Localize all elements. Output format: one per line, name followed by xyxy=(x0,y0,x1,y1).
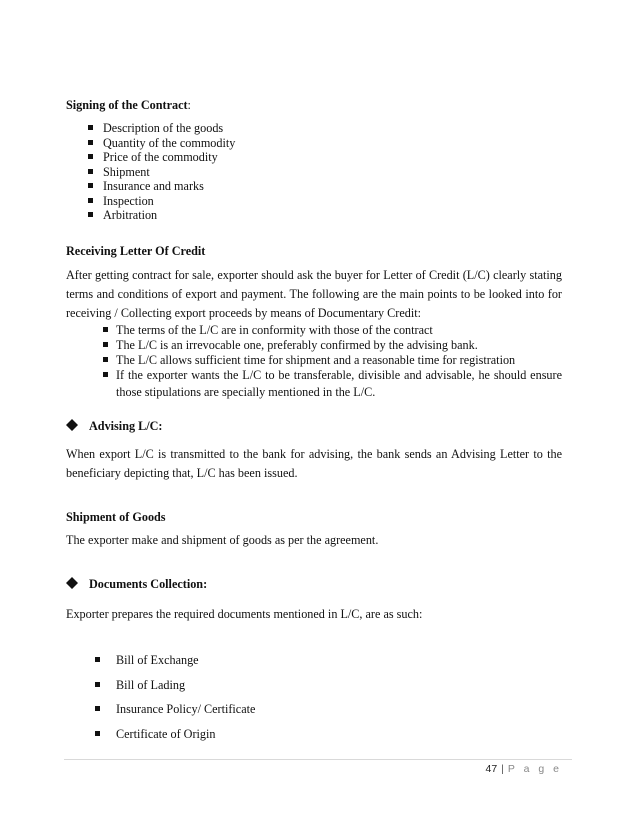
list-item-text: Price of the commodity xyxy=(103,150,218,164)
list-item-text: Shipment xyxy=(103,164,150,179)
diamond-bullet-icon xyxy=(66,577,78,589)
signing-heading-colon: : xyxy=(187,98,191,112)
page-number: 47 xyxy=(485,763,498,775)
square-bullet-icon xyxy=(95,657,100,662)
page-footer xyxy=(485,763,562,775)
list-item-text: Insurance Policy/ Certificate xyxy=(116,702,256,716)
documents-heading: Documents Collection: xyxy=(89,577,208,591)
receiving-paragraph: After getting contract for sale, exporter should ask the buyer for Letter of Credit (L/C) clearly stating terms and conditions of export and payment. The following are the main points to be looked into for receiving / Collecting export proceeds by means of Documentary Credit: xyxy=(66,268,562,320)
shipment-paragraph: The exporter make and shipment of goods as per the agreement. xyxy=(66,533,379,547)
list-item-text: Arbitration xyxy=(103,208,158,222)
square-bullet-icon xyxy=(103,372,108,377)
receiving-heading: Receiving Letter Of Credit xyxy=(66,244,206,258)
list-item-text: Quantity of the commodity xyxy=(103,135,236,150)
list-item-text: If the exporter wants the L/C to be transferable, divisible and advisable, he should ensure those stipulations are specially mentioned in the L/C. xyxy=(116,368,562,399)
diamond-bullet-icon xyxy=(66,419,78,431)
signing-heading: Signing of the Contract xyxy=(66,98,188,112)
square-bullet-icon xyxy=(103,357,108,362)
square-bullet-icon xyxy=(88,154,93,159)
list-item-text: Insurance and marks xyxy=(103,179,204,193)
list-item-text: The L/C is an irrevocable one, preferably confirmed by the advising bank. xyxy=(116,338,478,352)
signing-heading-line xyxy=(66,97,191,113)
shipment-heading: Shipment of Goods xyxy=(66,510,166,524)
list-item-text: Bill of Lading xyxy=(116,678,186,692)
square-bullet-icon xyxy=(88,198,93,203)
square-bullet-icon xyxy=(103,342,108,347)
list-item-text: Description of the goods xyxy=(103,121,224,135)
list-item-text: The L/C allows sufficient time for shipment and a reasonable time for registration xyxy=(116,353,516,367)
square-bullet-icon xyxy=(88,140,93,145)
advising-paragraph: When export L/C is transmitted to the bank for advising, the bank sends an Advising Letter to the beneficiary depicting that, L/C has been issued. xyxy=(66,447,562,480)
square-bullet-icon xyxy=(95,706,100,711)
square-bullet-icon xyxy=(88,183,93,188)
list-item-text: Inspection xyxy=(103,193,154,208)
square-bullet-icon xyxy=(88,212,93,217)
square-bullet-icon xyxy=(88,169,93,174)
square-bullet-icon xyxy=(88,125,93,130)
list-item-text: The terms of the L/C are in conformity with those of the contract xyxy=(116,323,433,337)
documents-paragraph: Exporter prepares the required documents mentioned in L/C, are as such: xyxy=(66,607,423,621)
footer-separator: | xyxy=(501,763,504,775)
list-item-text: Certificate of Origin xyxy=(116,727,216,741)
list-item-text: Bill of Exchange xyxy=(116,653,199,667)
square-bullet-icon xyxy=(95,731,100,736)
advising-heading: Advising L/C: xyxy=(89,419,163,433)
page-label: P a g e xyxy=(507,763,562,775)
footer-divider xyxy=(64,759,572,760)
square-bullet-icon xyxy=(103,327,108,332)
square-bullet-icon xyxy=(95,682,100,687)
